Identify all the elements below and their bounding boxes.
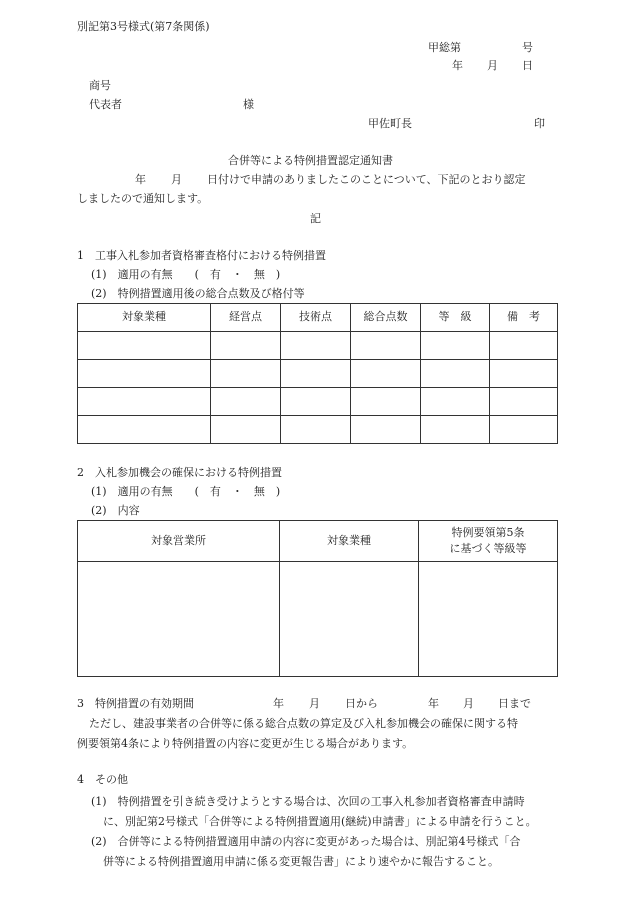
date-year: 年 bbox=[452, 59, 463, 72]
table-cell bbox=[351, 360, 421, 388]
col-target-industry: 対象業種 bbox=[280, 521, 419, 562]
col-total-score: 総合点数 bbox=[351, 304, 421, 332]
col-target-industry: 対象業種 bbox=[78, 304, 211, 332]
table-cell bbox=[490, 332, 558, 360]
table-cell bbox=[281, 360, 351, 388]
section3-note-line2: 例要領第4条により特例措置の内容に変更が生じる場合があります。 bbox=[77, 737, 414, 750]
section4-item2-line2: 併等による特例措置適用申請に係る変更報告書」により速やかに報告すること。 bbox=[103, 855, 499, 868]
period-from-day: 日から bbox=[345, 697, 378, 710]
table-cell bbox=[281, 332, 351, 360]
table-cell bbox=[421, 360, 490, 388]
table-cell bbox=[281, 388, 351, 416]
table-cell bbox=[78, 416, 211, 444]
opportunity-table bbox=[77, 520, 558, 677]
period-from-year: 年 bbox=[273, 697, 284, 710]
table-cell bbox=[419, 562, 558, 677]
col-grade-basis: 特例要領第5条 に基づく等級等 bbox=[419, 521, 558, 562]
section1-heading: 1 工事入札参加者資格審査格付における特例措置 bbox=[77, 249, 326, 262]
table-cell bbox=[490, 416, 558, 444]
col-target-office: 対象営業所 bbox=[78, 521, 280, 562]
intro-line1: 日付けで申請のありましたこのことについて、下記のとおり認定 bbox=[207, 173, 526, 186]
period-to-year: 年 bbox=[428, 697, 439, 710]
doc-number-suffix: 号 bbox=[522, 41, 533, 54]
table-cell bbox=[211, 388, 281, 416]
section2-item2: (2) 内容 bbox=[91, 504, 140, 517]
section3-heading: 3 特例措置の有効期間 bbox=[77, 697, 194, 710]
period-from-month: 月 bbox=[309, 697, 320, 710]
intro-year: 年 bbox=[135, 173, 146, 186]
section4-item1-line1: (1) 特例措置を引き続き受けようとする場合は、次回の工事入札参加者資格審査申請時 bbox=[91, 795, 525, 808]
table-cell bbox=[78, 332, 211, 360]
table-cell bbox=[78, 360, 211, 388]
col-management-score: 経営点 bbox=[211, 304, 281, 332]
table-row bbox=[78, 332, 558, 360]
table-cell bbox=[351, 332, 421, 360]
seal-mark: 印 bbox=[534, 117, 545, 130]
table-cell bbox=[211, 360, 281, 388]
period-to-month: 月 bbox=[463, 697, 474, 710]
ki-mark: 記 bbox=[310, 212, 321, 225]
table-row bbox=[78, 388, 558, 416]
intro-month: 月 bbox=[171, 173, 182, 186]
table-cell bbox=[280, 562, 419, 677]
intro-line2: しましたので通知します。 bbox=[77, 192, 209, 205]
period-to-day: 日まで bbox=[498, 697, 531, 710]
col-grade: 等 級 bbox=[421, 304, 490, 332]
opportunity-table-header-row bbox=[78, 521, 558, 562]
table-row bbox=[78, 562, 558, 677]
section4-heading: 4 その他 bbox=[77, 773, 128, 786]
table-cell bbox=[351, 416, 421, 444]
table-cell bbox=[490, 360, 558, 388]
table-cell bbox=[78, 388, 211, 416]
table-cell bbox=[421, 388, 490, 416]
section1-item2: (2) 特例措置適用後の総合点数及び格付等 bbox=[91, 287, 305, 300]
table-cell bbox=[490, 388, 558, 416]
section2-item1: (1) 適用の有無 ( 有 ・ 無 ) bbox=[91, 485, 281, 498]
col-technical-score: 技術点 bbox=[281, 304, 351, 332]
rating-table bbox=[77, 303, 558, 444]
table-cell bbox=[421, 332, 490, 360]
document-title: 合併等による特例措置認定通知書 bbox=[228, 154, 393, 167]
section3-note-line1: ただし、建設事業者の合併等に係る総合点数の算定及び入札参加機会の確保に関する特 bbox=[89, 717, 518, 730]
section2-heading: 2 入札参加機会の確保における特例措置 bbox=[77, 466, 282, 479]
table-cell bbox=[351, 388, 421, 416]
table-cell bbox=[281, 416, 351, 444]
table-cell bbox=[78, 562, 280, 677]
table-row bbox=[78, 360, 558, 388]
section1-item1: (1) 適用の有無 ( 有 ・ 無 ) bbox=[91, 268, 281, 281]
form-id: 別記第3号様式(第7条関係) bbox=[77, 20, 210, 33]
table-cell bbox=[421, 416, 490, 444]
representative-label: 代表者 bbox=[89, 98, 122, 111]
doc-number-prefix: 甲総第 bbox=[428, 41, 461, 54]
honorific: 様 bbox=[243, 98, 254, 111]
sender-name: 甲佐町長 bbox=[368, 117, 412, 130]
section4-item1-line2: に、別記第2号様式「合併等による特例措置適用(継続)申請書」による申請を行うこと。 bbox=[103, 815, 537, 828]
table-cell bbox=[211, 416, 281, 444]
date-month: 月 bbox=[487, 59, 498, 72]
rating-table-header-row bbox=[78, 304, 558, 332]
date-day: 日 bbox=[522, 59, 533, 72]
section4-item2-line1: (2) 合併等による特例措置適用申請の内容に変更があった場合は、別記第4号様式「合 bbox=[91, 835, 521, 848]
col-remarks: 備 考 bbox=[490, 304, 558, 332]
table-cell bbox=[211, 332, 281, 360]
table-row bbox=[78, 416, 558, 444]
company-label: 商号 bbox=[89, 79, 111, 92]
